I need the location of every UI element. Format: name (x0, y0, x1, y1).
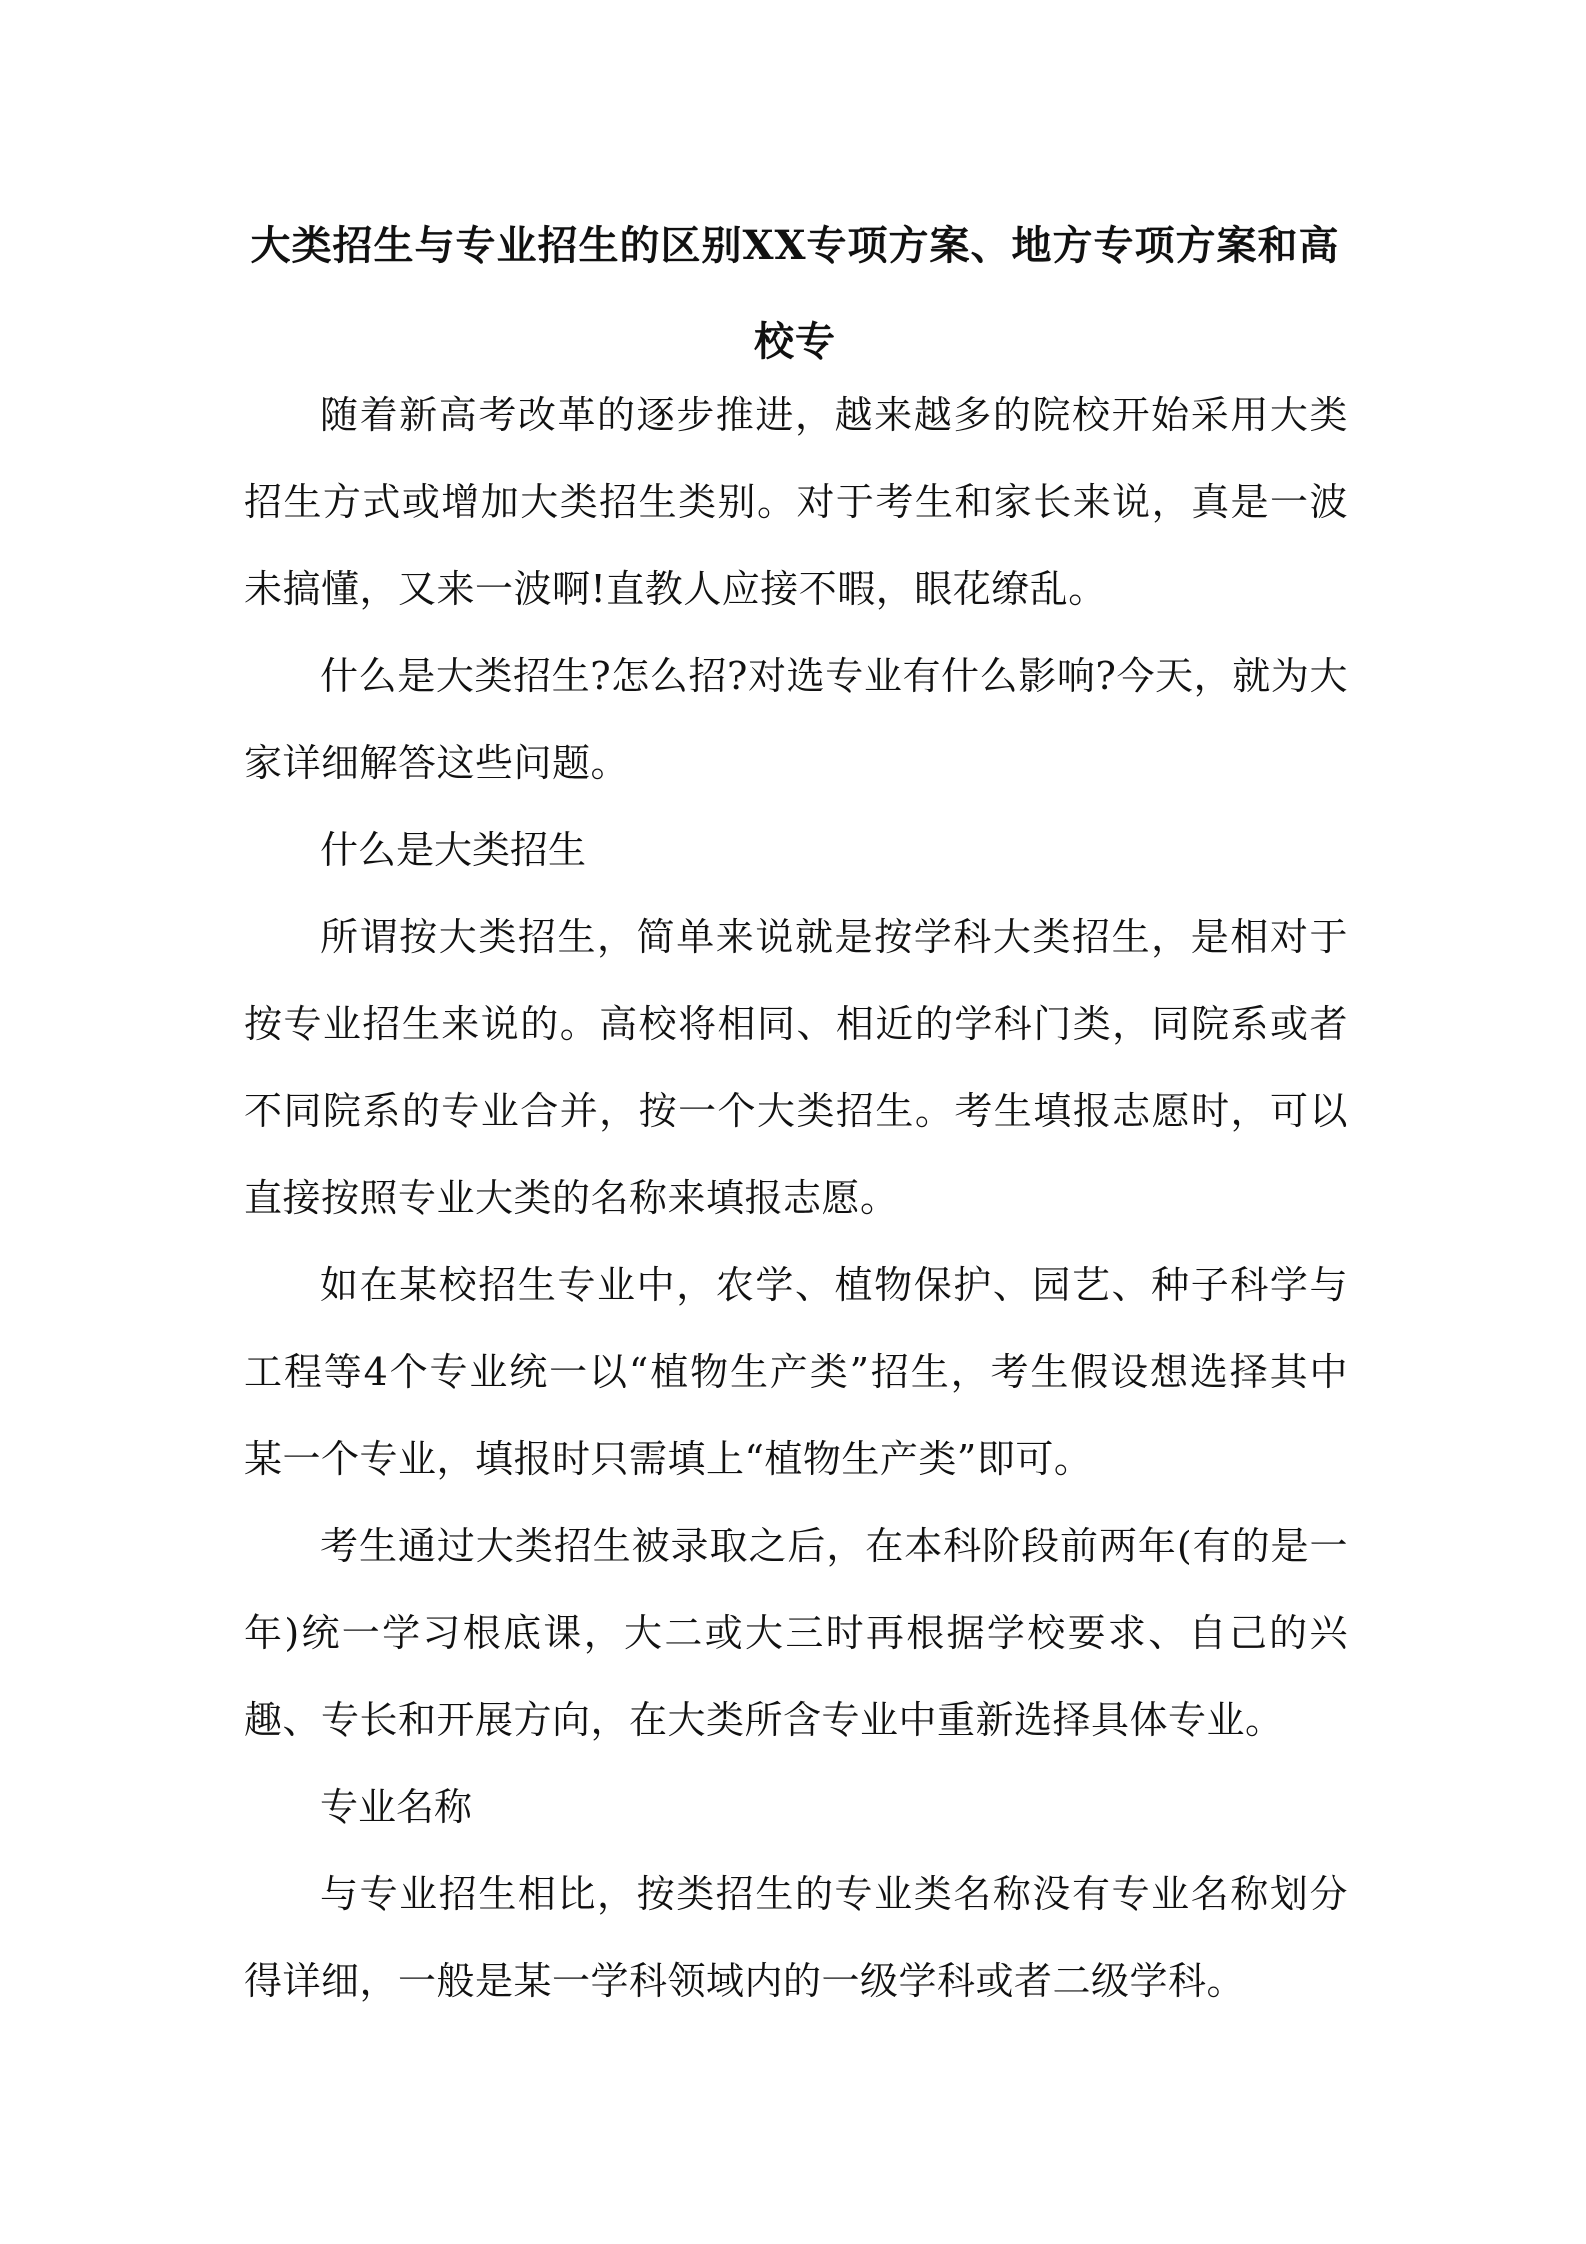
section-heading-major-name: 专业名称 (320, 1785, 473, 1829)
paragraph-questions: 什么是大类招生?怎么招?对选专业有什么影响?今天，就为大家详细解答这些问题。 (244, 654, 1348, 785)
paragraph-example: 如在某校招生专业中，农学、植物保护、园艺、种子科学与工程等4个专业统一以“植物生产类”招生，考生假设想选择其中某一个专业，填报时只需填上“植物生产类”即可。 (244, 1263, 1348, 1481)
paragraph-study-path: 考生通过大类招生被录取之后，在本科阶段前两年(有的是一年)统一学习根底课，大二或大三时再根据学校要求、自己的兴趣、专长和开展方向，在大类所含专业中重新选择具体专业。 (244, 1524, 1348, 1742)
paragraph-major-name: 与专业招生相比，按类招生的专业类名称没有专业名称划分得详细，一般是某一学科领域内的一级学科或者二级学科。 (244, 1872, 1348, 2003)
page-title: 大类招生与专业招生的区别XX专项方案、地方专项方案和高校专 (250, 222, 1340, 365)
section-heading-what-is: 什么是大类招生 (320, 828, 587, 872)
document-body (244, 372, 1348, 2025)
paragraph-intro: 随着新高考改革的逐步推进，越来越多的院校开始采用大类招生方式或增加大类招生类别。对于考生和家长来说，真是一波未搞懂，又来一波啊!直教人应接不暇，眼花缭乱。 (244, 393, 1348, 611)
paragraph-definition: 所谓按大类招生，简单来说就是按学科大类招生，是相对于按专业招生来说的。高校将相同、相近的学科门类，同院系或者不同院系的专业合并，按一个大类招生。考生填报志愿时，可以直接按照专业大类的名称来填报志愿。 (244, 915, 1348, 1220)
